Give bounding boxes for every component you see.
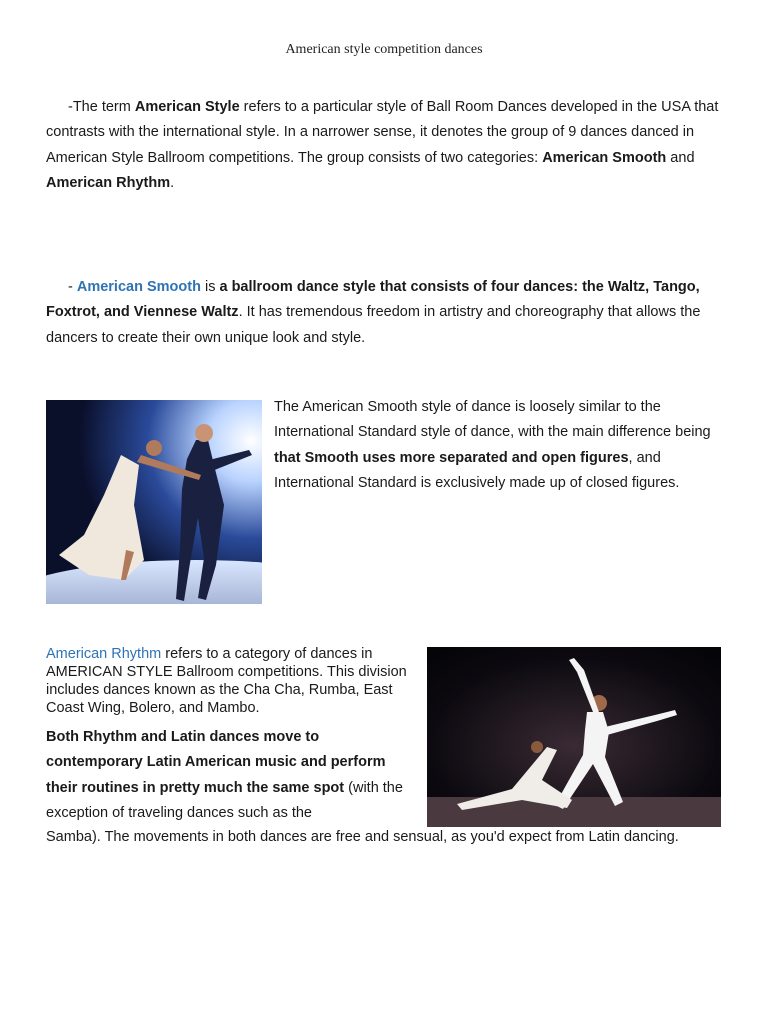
rhythm-bold: Both Rhythm and Latin dances move to contemporary Latin American music and perform their routines in pretty much the same spot [46,729,386,796]
smooth-rest: . It has tremendous freedom in artistry and choreography that allows the dancers to create their own unique look and style. [46,304,701,346]
ballroom-couple-photo [46,400,262,604]
rhythm-intro-paragraph [46,645,414,717]
latin-couple-photo [427,647,721,827]
smooth-prefix: - [68,279,77,295]
intro-and: and [666,149,695,166]
intro-category-rhythm: American Rhythm [46,174,171,191]
intro-paragraph [46,95,726,196]
rhythm-detail-continued: Samba). The movements in both dances are free and sensual, as you'd expect from Latin dancing. [46,829,679,845]
comparison-end: , and International Standard is exclusively made up of closed figures. [274,449,680,491]
rhythm-detail-paragraph [46,725,416,826]
intro-text: refers to a particular style of Ball Room Dances developed in the USA that contrasts with the international style. In a narrower sense, it denotes the group of 9 dances danced in American Style Ballroom competitions. The group consists of two categories: [46,99,719,166]
comparison-bold: that Smooth uses more separated and open figures [274,449,629,466]
rhythm-intro-text: refers to a category of dances in AMERICAN STYLE Ballroom competitions. This division includes dances known as the Cha Cha, Rumba, East Coast Wing, Bolero, and Mambo. [46,646,407,716]
document-title: American style competition dances [285,42,483,57]
intro-category-smooth: American Smooth [542,149,667,166]
intro-end: . [170,174,175,191]
smooth-is: is [200,279,220,295]
smooth-term: American Smooth [76,279,201,295]
smooth-definition: a ballroom dance style that consists of four dances: the Waltz, Tango, Foxtrot, and Viennese Waltz [46,279,700,321]
smooth-comparison-paragraph [274,395,714,496]
rhythm-term: American Rhythm [46,646,162,662]
intro-prefix: -The term [68,99,135,115]
comparison-start: The American Smooth style of dance is loosely similar to the International Standard style of dance, with the main difference being [274,399,711,441]
intro-term: American Style [134,99,240,115]
rhythm-rest-1: (with the exception of traveling dances such as the [46,779,403,821]
smooth-paragraph [46,275,726,351]
